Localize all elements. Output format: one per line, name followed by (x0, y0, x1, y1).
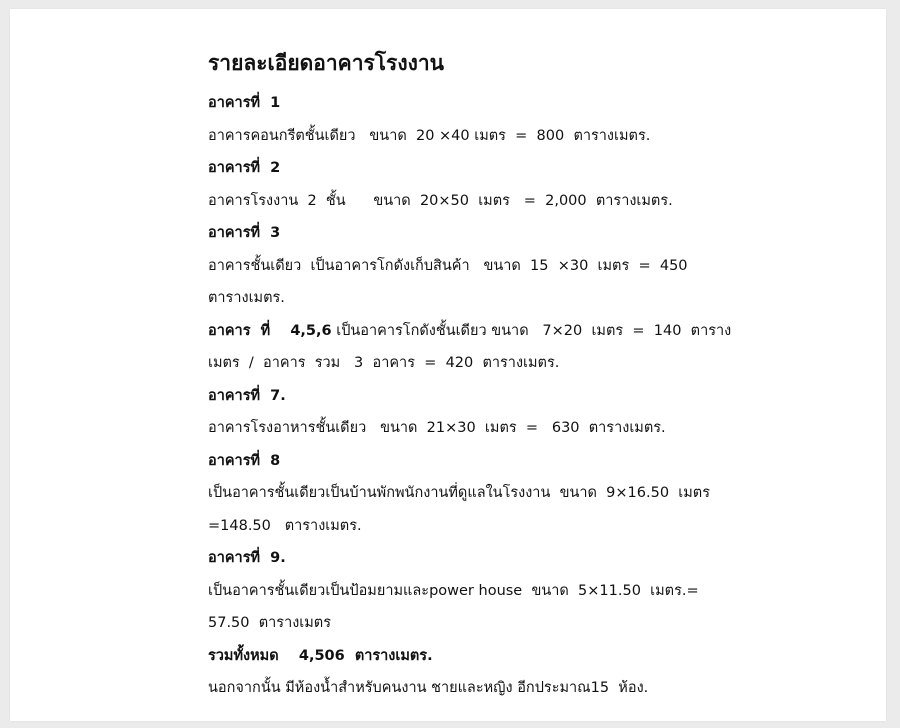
document-content (208, 47, 768, 705)
building-3-detail-cont: ตารางเมตร. (208, 290, 285, 306)
building-1-detail: อาคารคอนกรีตชั้นเดียว ขนาด 20 ×40 เมตร = 800 ตารางเมตร. (208, 127, 651, 144)
building-2-heading: อาคารที่ 2 (208, 160, 281, 176)
building-4-6-detail-text: เป็นอาคารโกดังชั้นเดียว ขนาด 7×20 เมตร = 140 ตาราง (331, 322, 732, 339)
building-9-detail-cont: 57.50 ตารางเมตร (208, 615, 332, 631)
building-8-detail-cont: =148.50 ตารางเมตร. (208, 517, 362, 534)
building-4-6-detail (208, 315, 768, 348)
document-page (10, 9, 886, 721)
building-3-detail: อาคารชั้นเดียว เป็นอาคารโกดังเก็บสินค้า ขนาด 15 ×30 เมตร = 450 (208, 257, 688, 274)
restroom-note: นอกจากนั้น มีห้องน้ำสำหรับคนงาน ชายและหญิง อีกประมาณ15 ห้อง. (208, 680, 649, 696)
building-2-detail: อาคารโรงงาน 2 ชั้น ขนาด 20×50 เมตร = 2,000 ตารางเมตร. (208, 192, 673, 209)
building-9-heading: อาคารที่ 9. (208, 550, 286, 566)
building-1-heading: อาคารที่ 1 (208, 95, 281, 111)
building-9-detail: เป็นอาคารชั้นเดียวเป็นป้อมยามและpower house ขนาด 5×11.50 เมตร.= (208, 582, 699, 599)
total-area: รวมทั้งหมด 4,506 ตารางเมตร. (208, 647, 433, 664)
document-title: รายละเอียดอาคารโรงงาน (208, 51, 444, 75)
building-4-6-heading: อาคาร ที่ 4,5,6 (208, 322, 332, 339)
building-4-6-detail-cont: เมตร / อาคาร รวม 3 อาคาร = 420 ตารางเมตร. (208, 355, 560, 371)
building-7-heading: อาคารที่ 7. (208, 387, 286, 404)
building-8-detail: เป็นอาคารชั้นเดียวเป็นบ้านพักพนักงานที่ดูแลในโรงงาน ขนาด 9×16.50 เมตร (208, 485, 710, 501)
building-3-heading: อาคารที่ 3 (208, 225, 281, 241)
building-7-detail: อาคารโรงอาหารชั้นเดียว ขนาด 21×30 เมตร = 630 ตารางเมตร. (208, 420, 666, 436)
building-8-heading: อาคารที่ 8 (208, 452, 281, 469)
